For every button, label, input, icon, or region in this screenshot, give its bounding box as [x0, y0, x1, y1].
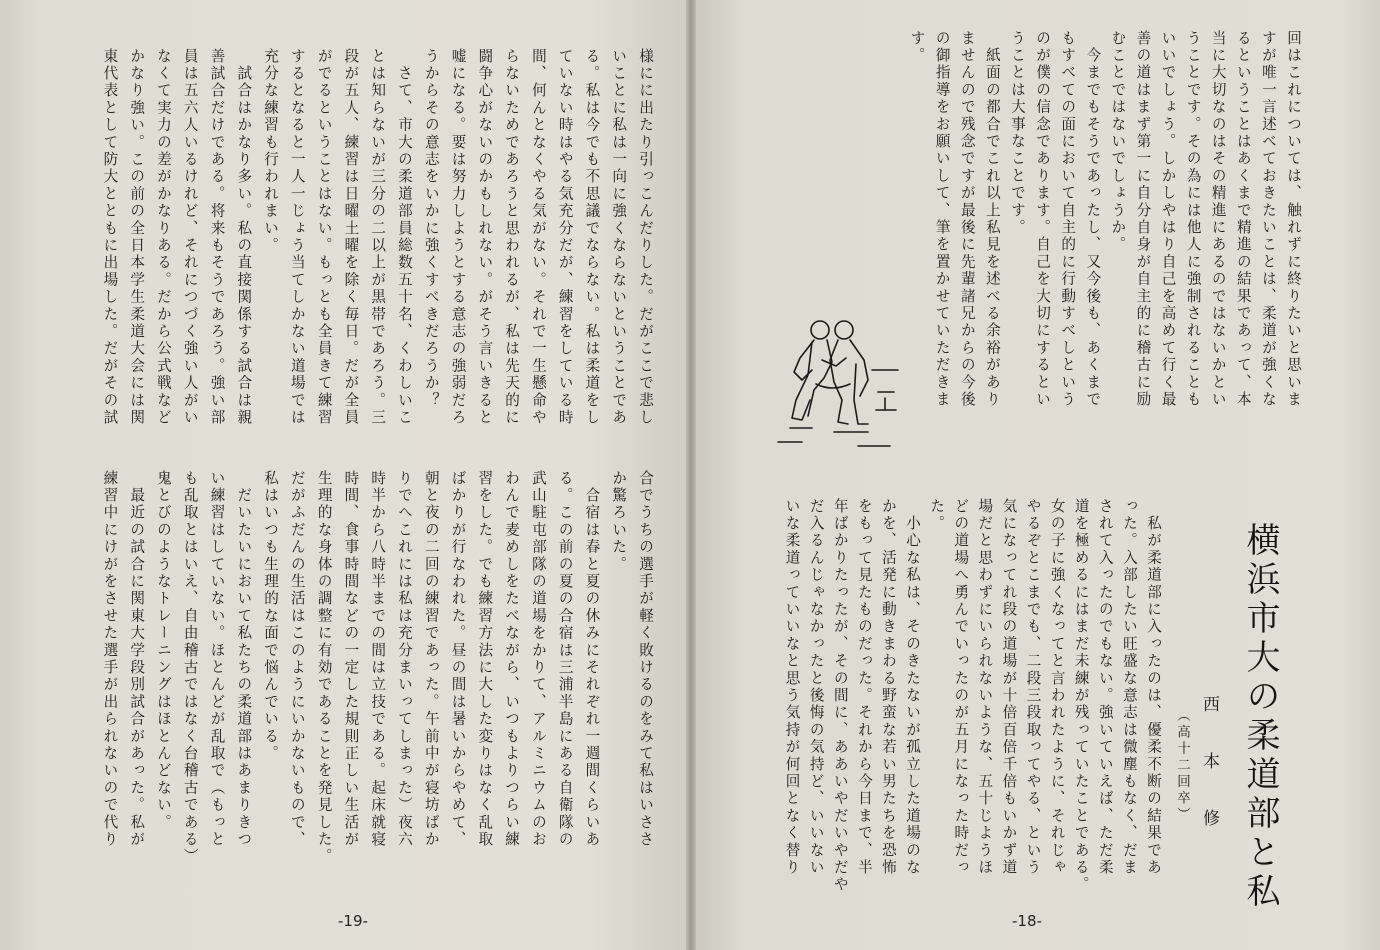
left-top-column: らないためであろうと思われるが、私は先天的に [503, 48, 521, 427]
left-bottom-column: 習をした。でも練習方法に大した変りはなく乱取 [476, 470, 494, 849]
right-bottom-column: 気になってれ段の道場が十倍百倍千倍もいかず道 [1000, 498, 1018, 877]
left-bottom-column: 合でうちの選手が軽く敗けるのをみて私はいささ [637, 470, 654, 849]
left-bottom-column: 朝と夜の二回の練習であった。午前中が寝坊ばか [422, 470, 440, 849]
right-top-column: もすべての面において自主的に行動すべしという [1059, 30, 1077, 409]
right-top-column: 善の道はまず第一に自分自身が自主的に稽古に励 [1134, 30, 1152, 409]
left-page-bottom-text [72, 470, 652, 890]
left-bottom-column: 合宿は春と夏の休みにそれぞれ一週間くらいあ [583, 470, 601, 849]
right-bottom-column: されて入ったのでもない。強いていえば、ただ柔 [1096, 498, 1114, 877]
left-top-column: とは知らないが三分の二以上が黒帯であろう。三 [369, 48, 387, 427]
right-bottom-column: かを、活発に動きまわる野蛮な若い男たちを恐怖 [879, 498, 897, 877]
left-top-column: 充分な練習も行われまい。 [262, 48, 280, 255]
left-top-column: 段が五人、練習は日曜土曜を除く毎日。だが全員 [342, 48, 360, 427]
left-bottom-column: だがふだんの生活はこのようにいかないもので、 [288, 470, 306, 849]
left-top-column: するとなると一人一じょう当てしかない道場では [288, 48, 306, 427]
right-top-column: す。 [908, 30, 926, 65]
left-bottom-column: 私はいつも生理的な面で悩んでいる。 [262, 470, 280, 763]
judo-players-illustration [772, 300, 902, 450]
left-top-column: なくて実力の差がかなりある。だから公式戦など [154, 48, 172, 427]
right-bottom-column: をもって見たものだった。それから今日まで、半 [855, 498, 873, 877]
left-bottom-column: わんで麦めしをたべながら、いつもよりつらい練 [503, 470, 521, 849]
right-top-column: すが唯一言述べておきたいことは、柔道が強くな [1259, 30, 1277, 409]
right-bottom-column: やるぞとこまでも、二段三段取ってやる、という [1024, 498, 1042, 877]
article-author: 西 本 修 [1199, 695, 1219, 836]
left-bottom-column: も乱取とはいえ、自由稽古ではなく台稽古である） [181, 470, 199, 866]
left-top-column: 東代表として防大とともに出場した。だがその試 [101, 48, 119, 427]
left-bottom-column: りでへこれには私は充分まいってしまった）夜六 [395, 470, 413, 849]
left-top-column: 員は五六人いるけれど、それにつづく強い人がい [181, 48, 199, 427]
right-page-top-text [880, 30, 1300, 470]
right-top-column: うことは大事なことです。 [1008, 30, 1026, 237]
right-top-column: 当に大切なのはその精進にあるのではないかとい [1209, 30, 1227, 409]
right-bottom-column: 年ばかりたったが、その間に、ああいやだいやだや [831, 498, 849, 894]
right-bottom-column: 小心な私は、そのきたないが孤立した道場のな [904, 498, 922, 877]
right-top-column: いいでしょう。しかしやはり自己を高めて行く最 [1159, 30, 1177, 409]
left-top-column: がでるということはない。もっとも全員きて練習 [315, 48, 333, 427]
left-top-column: かなり強い。この前の全日本学生柔道大会には関 [128, 48, 146, 427]
left-top-column: 様にに出たり引っこんだりした。だがここで悲し [637, 48, 654, 427]
article-title: 横浜市大の柔道部と私 [1240, 522, 1280, 912]
left-page-top-text [72, 48, 652, 468]
book-gutter [686, 0, 696, 950]
right-page-bottom-text [755, 498, 1160, 898]
right-bottom-column: いな柔道っていいなと思う気持が何回となく替り [783, 498, 801, 877]
right-top-column: の御指導をお願いして、筆を置かせていただきま [933, 30, 951, 409]
right-top-column: うことです。その為には他人に強制されることも [1184, 30, 1202, 409]
left-bottom-column: 時間、食事時間などの一定した規則正しい生活が [342, 470, 360, 849]
left-top-column: ていない時はやる気充分だが、練習をしている時 [556, 48, 574, 427]
left-top-column: さて、市大の柔道部員総数五十名、くわしいこ [395, 48, 413, 427]
left-bottom-column: 武山駐屯部隊の道場をかりて、アルミニウムのお [529, 470, 547, 849]
page-number-left: -19- [338, 912, 368, 930]
left-bottom-column: る。この前の夏の合宿は三浦半島にある自衛隊の [556, 470, 574, 849]
right-bottom-column: 女の子に強くなってと言われたように、それじゃ [1048, 498, 1066, 877]
right-bottom-column: た。 [928, 498, 946, 533]
page-number-right: -18- [1012, 912, 1042, 930]
right-bottom-column: だ入るんじゃなかったと後悔の気持ど、いいない [807, 498, 825, 877]
right-top-column: 回はこれについては、触れずに終りたいと思いま [1285, 30, 1302, 409]
author-class-year: （高十二回卒） [1174, 708, 1190, 824]
left-top-column: 嘘になる。要は努力しようとする意志の強弱だろ [449, 48, 467, 427]
left-top-column: うからその意志をいかに強くすべきだろうか？ [422, 48, 440, 410]
left-top-column: 善試合だけである。将来もそうであろう。強い部 [208, 48, 226, 427]
left-bottom-column: か驚ろいた。 [610, 470, 628, 574]
right-top-column: のが僕の信念であります。自己を大切にするとい [1034, 30, 1052, 409]
left-bottom-column: 時半から八時半までの間は立技である。起床就寝 [369, 470, 387, 849]
left-bottom-column: 練習中にけがをさせた選手が出られないので代り [101, 470, 119, 849]
left-bottom-column: い練習はしていない。ほとんどが乱取で（もっと [208, 470, 226, 849]
right-bottom-column: った。入部したい旺盛な意志は微塵もなく、だま [1120, 498, 1138, 877]
right-top-column: 今までもそうであったし、又今後も、あくまで [1084, 30, 1102, 409]
left-bottom-column: ばかりが行なわれた。昼の間は暑いからやめて、 [449, 470, 467, 849]
right-top-column: ませんので残念ですが最後に先輩諸兄からの今後 [958, 30, 976, 409]
left-top-column: る。私は今でも不思議でならない。私は柔道をし [583, 48, 601, 427]
right-top-column: るということはあくまで精進の結果であって、本 [1234, 30, 1252, 409]
left-top-column: 闘争心がないのかもしれない。がそう言いきると [476, 48, 494, 427]
right-bottom-column: 私が柔道部に入ったのは、優柔不断の結果であ [1145, 498, 1162, 877]
right-top-column: むことではないでしょうか。 [1109, 30, 1127, 254]
right-bottom-column: 場だと思わずにいられないような、五十じようほ [976, 498, 994, 877]
left-top-column: 間、何んとなくやる気がない。それで一生懸命や [529, 48, 547, 427]
left-bottom-column: 生理的な身体の調整に有効であることを発見した。 [315, 470, 333, 866]
right-top-column: 紙面の都合でこれ以上私見を述べる余裕があり [983, 30, 1001, 409]
left-bottom-column: 最近の試合に関東大学段別試合があった。私が [128, 470, 146, 849]
right-bottom-column: 道を極めるにはまだ未練が残っていたことである。 [1072, 498, 1090, 894]
left-bottom-column: 鬼とびのようなトレーニングはほとんどない。 [154, 470, 172, 832]
left-bottom-column: だいたいにおいて私たちの柔道部はあまりきつ [235, 470, 253, 849]
left-top-column: いことに私は一向に強くならないということであ [610, 48, 628, 427]
right-bottom-column: どの道場へ勇んでいったのが五月になった時だっ [952, 498, 970, 877]
left-top-column: 試合はかなり多い。私の直接関係する試合は親 [235, 48, 253, 427]
